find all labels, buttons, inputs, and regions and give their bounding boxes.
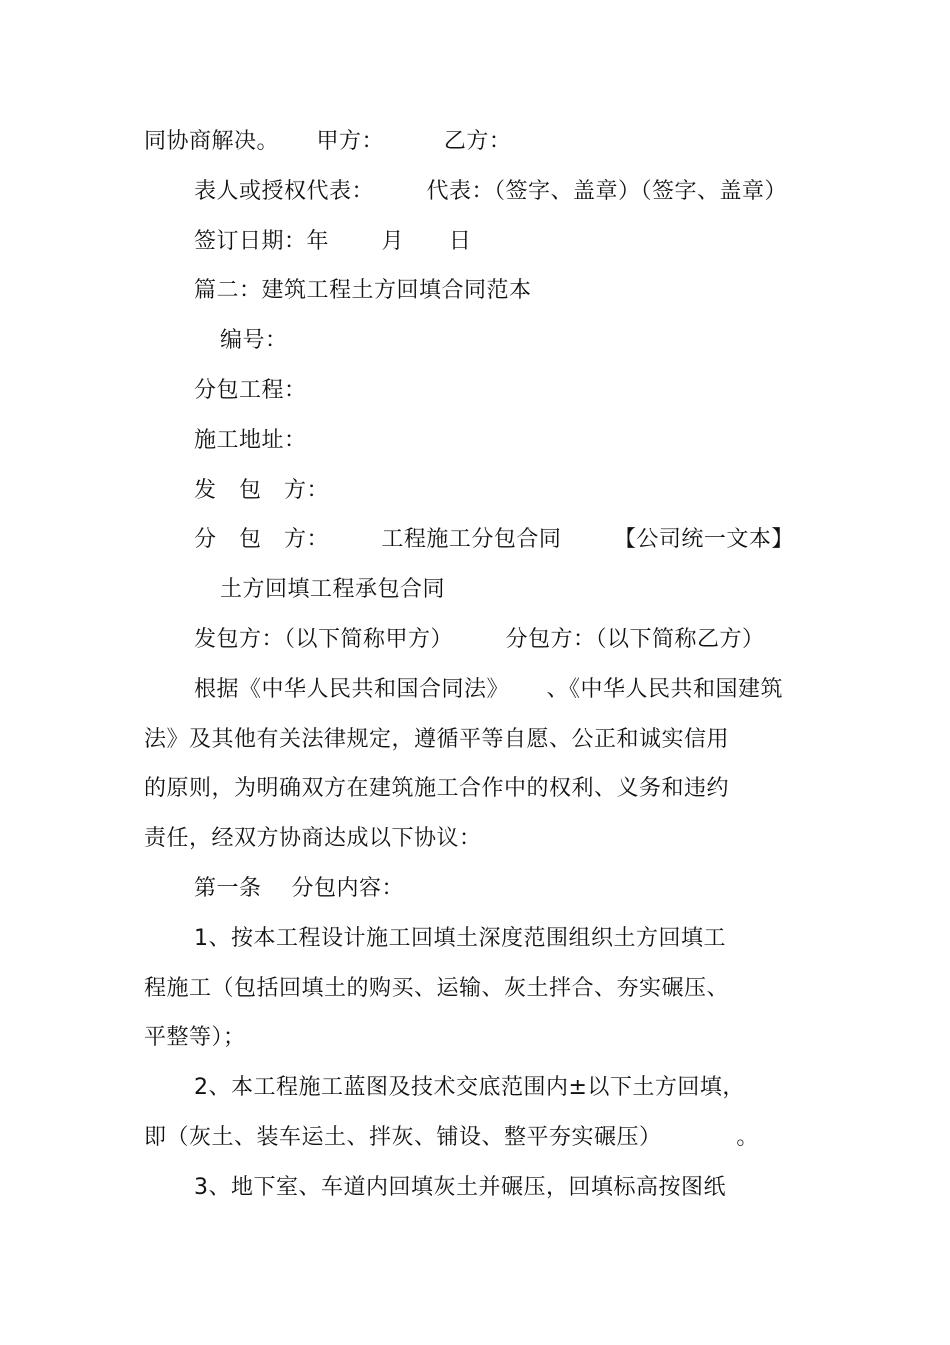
text-line: 平整等）； xyxy=(144,1025,246,1050)
text-line: 同协商解决。 甲方： 乙方： xyxy=(144,129,512,154)
text-line: 的原则，为明确双方在建筑施工合作中的权利、义务和违约 xyxy=(144,776,730,801)
text-line: 施工地址： xyxy=(194,428,307,453)
text-line: 表人或授权代表： 代表：（签字、盖章）（签字、盖章） xyxy=(194,179,787,204)
contract-title: 土方回填工程承包合同 xyxy=(220,577,446,602)
text-line: 1、按本工程设计施工回填土深度范围组织土方回填工 xyxy=(194,926,726,951)
text-line: 根据《中华人民共和国合同法》 、《中华人民共和国建筑 xyxy=(194,677,783,702)
text-line: 分 包 方： 工程施工分包合同 【公司统一文本】 xyxy=(194,527,794,552)
text-line: 发 包 方： xyxy=(194,478,329,503)
text-line: 2、本工程施工蓝图及技术交底范围内±以下土方回填， xyxy=(194,1075,745,1100)
article-heading: 第一条 分包内容： xyxy=(194,876,404,901)
text-line: 编号： xyxy=(220,328,288,353)
text-line: 责任，经双方协商达成以下协议： xyxy=(144,826,482,851)
text-line: 发包方：（以下简称甲方） 分包方：（以下简称乙方） xyxy=(194,627,765,652)
text-line: 程施工（包括回填土的购买、运输、灰土拌合、夯实碾压、 xyxy=(144,976,730,1001)
text-line: 即（灰土、装车运土、拌灰、铺设、整平夯实碾压） 。 xyxy=(144,1125,759,1150)
text-line: 3、地下室、车道内回填灰土并碾压，回填标高按图纸 xyxy=(194,1175,726,1200)
text-line: 签订日期：年 月 日 xyxy=(194,229,472,254)
text-line: 法》及其他有关法律规定，遵循平等自愿、公正和诚实信用 xyxy=(144,727,730,752)
section-heading: 篇二：建筑工程土方回填合同范本 xyxy=(194,278,532,303)
text-line: 分包工程： xyxy=(194,378,307,403)
